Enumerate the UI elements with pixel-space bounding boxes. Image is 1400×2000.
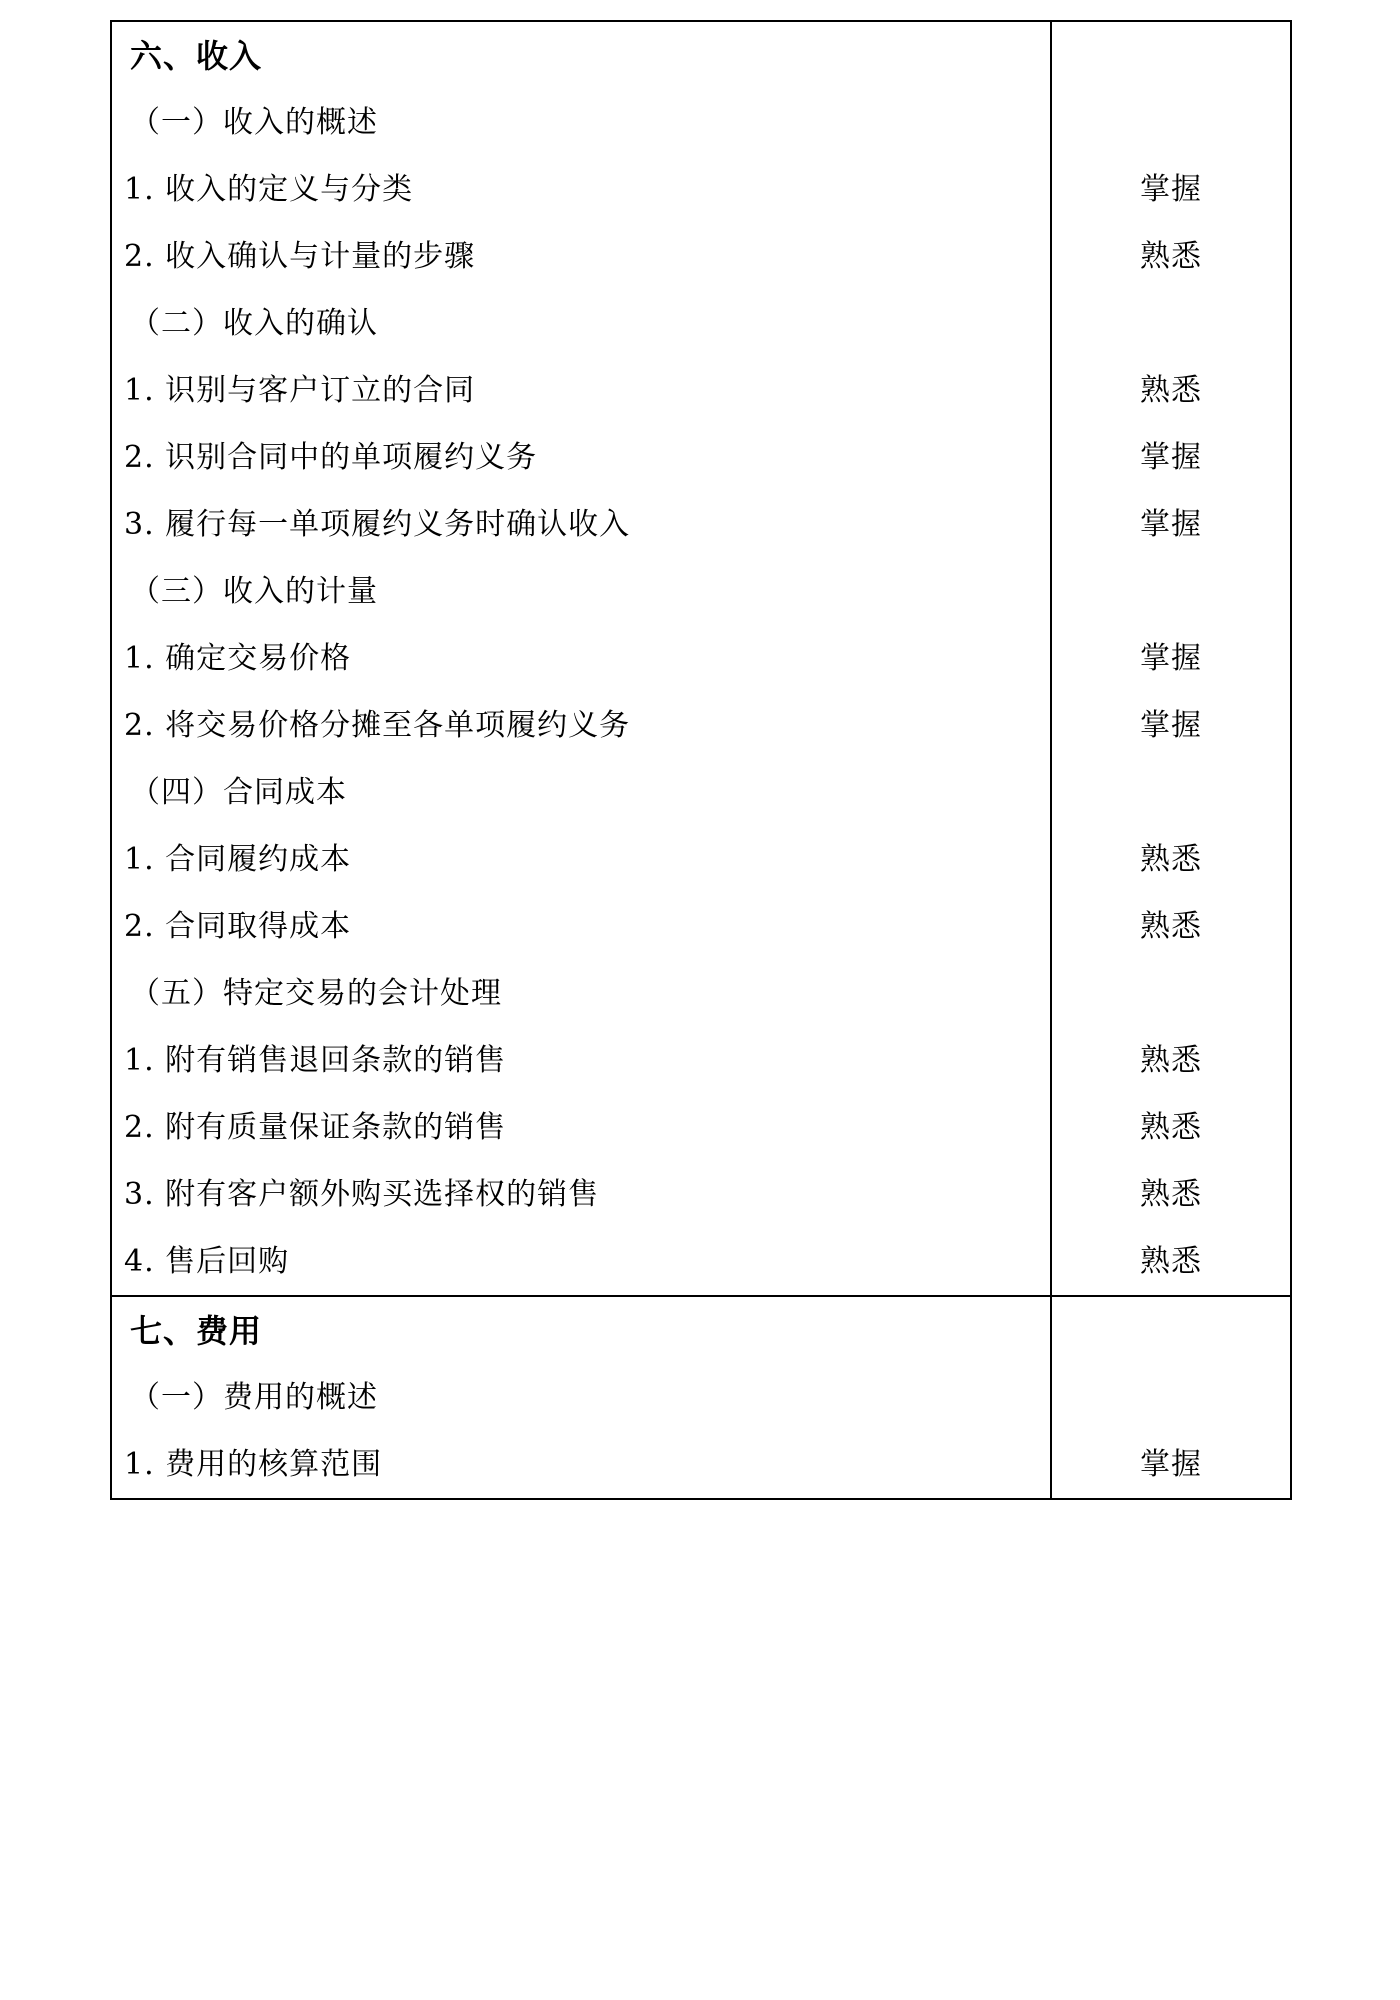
item-cell [111, 1431, 1051, 1499]
syllabus-table [110, 20, 1292, 1500]
level-cell [1051, 826, 1291, 893]
table-row [111, 558, 1291, 625]
level-cell [1051, 89, 1291, 156]
level-cell [1051, 424, 1291, 491]
item-text: （一）收入的概述 [130, 104, 378, 140]
item-text: 2. 附有质量保证条款的销售 [124, 1109, 507, 1145]
level-cell [1051, 491, 1291, 558]
item-cell [111, 1364, 1051, 1431]
table-row [111, 357, 1291, 424]
table-row [111, 424, 1291, 491]
level-cell [1051, 357, 1291, 424]
level-cell [1051, 1296, 1291, 1364]
item-level: 熟悉 [1140, 1042, 1202, 1078]
level-cell [1051, 960, 1291, 1027]
item-level: 掌握 [1140, 439, 1202, 475]
item-text: 1. 合同履约成本 [124, 841, 352, 877]
table-row [111, 1027, 1291, 1094]
item-cell [111, 290, 1051, 357]
level-cell [1051, 692, 1291, 759]
item-cell [111, 357, 1051, 424]
table-row [111, 826, 1291, 893]
item-cell [111, 625, 1051, 692]
item-cell [111, 960, 1051, 1027]
level-cell [1051, 1027, 1291, 1094]
section-heading-cell [111, 21, 1051, 89]
item-text: 3. 履行每一单项履约义务时确认收入 [124, 506, 631, 542]
item-level: 掌握 [1140, 506, 1202, 542]
table-row [111, 491, 1291, 558]
item-text: （四）合同成本 [130, 774, 347, 810]
item-text: 2. 收入确认与计量的步骤 [124, 238, 476, 274]
item-text: 2. 合同取得成本 [124, 908, 352, 944]
item-text: 1. 费用的核算范围 [124, 1446, 383, 1482]
item-level: 熟悉 [1140, 372, 1202, 408]
item-text: （五）特定交易的会计处理 [130, 975, 502, 1011]
item-cell [111, 424, 1051, 491]
table-row [111, 625, 1291, 692]
item-text: 1. 收入的定义与分类 [124, 171, 414, 207]
table-row [111, 692, 1291, 759]
item-cell [111, 1027, 1051, 1094]
level-cell [1051, 290, 1291, 357]
level-cell [1051, 21, 1291, 89]
item-cell [111, 223, 1051, 290]
level-cell [1051, 223, 1291, 290]
table-row [111, 1296, 1291, 1364]
section-heading-text: 六、收入 [130, 36, 263, 75]
item-cell [111, 1228, 1051, 1296]
item-text: 1. 识别与客户订立的合同 [124, 372, 476, 408]
level-cell [1051, 1161, 1291, 1228]
item-text: （一）费用的概述 [130, 1379, 378, 1415]
item-text: 4. 售后回购 [124, 1243, 290, 1279]
item-text: 1. 确定交易价格 [124, 640, 352, 676]
item-text: 2. 将交易价格分摊至各单项履约义务 [124, 707, 631, 743]
table-body [111, 21, 1291, 1499]
item-level: 掌握 [1140, 640, 1202, 676]
level-cell [1051, 1228, 1291, 1296]
item-level: 熟悉 [1140, 1176, 1202, 1212]
table-row [111, 156, 1291, 223]
table-row [111, 290, 1291, 357]
section-heading-cell [111, 1296, 1051, 1364]
item-cell [111, 1161, 1051, 1228]
item-cell [111, 826, 1051, 893]
item-cell [111, 759, 1051, 826]
item-level: 熟悉 [1140, 841, 1202, 877]
item-cell [111, 1094, 1051, 1161]
level-cell [1051, 893, 1291, 960]
item-text: （二）收入的确认 [130, 305, 378, 341]
level-cell [1051, 759, 1291, 826]
item-text: 1. 附有销售退回条款的销售 [124, 1042, 507, 1078]
item-level: 熟悉 [1140, 1243, 1202, 1279]
level-cell [1051, 156, 1291, 223]
level-cell [1051, 558, 1291, 625]
table-row [111, 1364, 1291, 1431]
item-text: 2. 识别合同中的单项履约义务 [124, 439, 538, 475]
item-cell [111, 89, 1051, 156]
level-cell [1051, 1094, 1291, 1161]
table-row [111, 1431, 1291, 1499]
table-row [111, 89, 1291, 156]
item-cell [111, 893, 1051, 960]
level-cell [1051, 1431, 1291, 1499]
table-row [111, 759, 1291, 826]
item-cell [111, 558, 1051, 625]
item-cell [111, 491, 1051, 558]
level-cell [1051, 625, 1291, 692]
table-row [111, 1094, 1291, 1161]
item-cell [111, 156, 1051, 223]
table-row [111, 223, 1291, 290]
item-level: 熟悉 [1140, 1109, 1202, 1145]
table-row [111, 1228, 1291, 1296]
item-level: 掌握 [1140, 1446, 1202, 1482]
item-cell [111, 692, 1051, 759]
table-row [111, 1161, 1291, 1228]
item-text: 3. 附有客户额外购买选择权的销售 [124, 1176, 600, 1212]
table-row [111, 893, 1291, 960]
item-text: （三）收入的计量 [130, 573, 378, 609]
section-heading-text: 七、费用 [130, 1311, 263, 1350]
item-level: 掌握 [1140, 707, 1202, 743]
item-level: 熟悉 [1140, 908, 1202, 944]
level-cell [1051, 1364, 1291, 1431]
table-row [111, 21, 1291, 89]
item-level: 熟悉 [1140, 238, 1202, 274]
table-row [111, 960, 1291, 1027]
item-level: 掌握 [1140, 171, 1202, 207]
